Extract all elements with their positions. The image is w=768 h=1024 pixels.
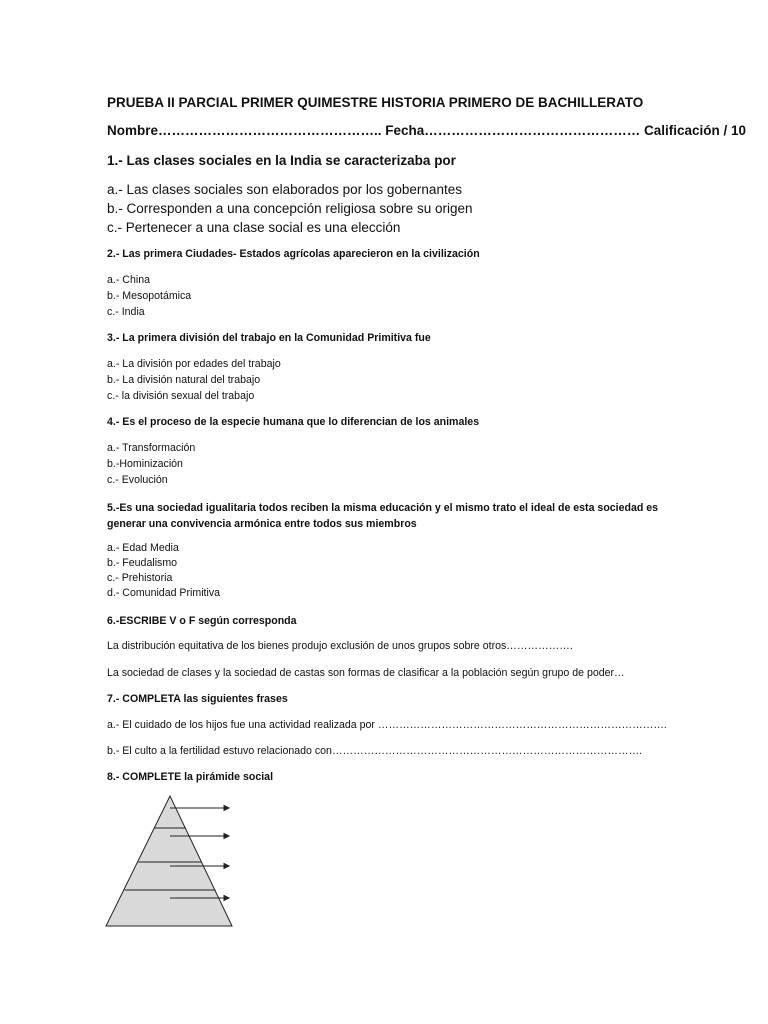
pyramid-arrow-4-head xyxy=(224,896,229,901)
q3-option-a: a.- La división por edades del trabajo xyxy=(107,358,281,370)
pyramid-shape xyxy=(106,796,232,926)
q3-option-b: b.- La división natural del trabajo xyxy=(107,374,261,386)
q1-option-a: a.- Las clases sociales son elaborados por los gobernantes xyxy=(107,182,462,197)
q1-option-b: b.- Corresponden a una concepción religiosa sobre su origen xyxy=(107,201,473,216)
question-8: 8.- COMPLETE la pirámide social xyxy=(107,771,274,783)
pyramid-arrow-3-head xyxy=(224,864,229,869)
q5-option-a: a.- Edad Media xyxy=(107,542,179,554)
q4-option-c: c.- Evolución xyxy=(107,474,168,486)
q5-option-c: c.- Prehistoria xyxy=(107,572,173,584)
q7-sentence-b: b.- El culto a la fertilidad estuvo relacionado con……………………………………………………………………………. xyxy=(107,745,643,757)
q5-option-d: d.- Comunidad Primitiva xyxy=(107,587,221,599)
question-4: 4.- Es el proceso de la especie humana que lo diferencian de los animales xyxy=(107,416,480,428)
q1-option-c: c.- Pertenecer a una clase social es una elección xyxy=(107,220,401,235)
q2-option-a: a.- China xyxy=(107,274,150,286)
exam-title: PRUEBA II PARCIAL PRIMER QUIMESTRE HISTORIA PRIMERO DE BACHILLERATO xyxy=(107,95,644,110)
question-6: 6.-ESCRIBE V o F según corresponda xyxy=(107,615,297,627)
q6-statement-2: La sociedad de clases y la sociedad de castas son formas de clasificar a la población según grupo de poder… xyxy=(107,667,625,679)
pyramid-arrow-2-head xyxy=(224,834,229,839)
q2-option-b: b.- Mesopotámica xyxy=(107,290,192,302)
question-5: 5.-Es una sociedad igualitaria todos reciben la misma educación y el mismo trato el ideal de esta sociedad es generar una convivencia armónica entre todos sus miembros xyxy=(107,502,659,530)
student-info-line: Nombre………………………………………….. Fecha………………………………………… Calificación / 10 xyxy=(107,123,747,138)
q4-option-a: a.- Transformación xyxy=(107,442,196,454)
question-1: 1.- Las clases sociales en la India se caracterizaba por xyxy=(107,153,456,168)
q2-option-c: c.- India xyxy=(107,306,145,318)
q3-option-c: c.- la división sexual del trabajo xyxy=(107,390,255,402)
q5-option-b: b.- Feudalismo xyxy=(107,557,178,569)
q6-statement-1: La distribución equitativa de los bienes produjo exclusión de unos grupos sobre otros………………. xyxy=(107,640,573,652)
pyramid-arrow-1-head xyxy=(224,806,229,811)
question-2: 2.- Las primera Ciudades- Estados agrícolas aparecieron en la civilización xyxy=(107,248,480,260)
q7-sentence-a: a.- El cuidado de los hijos fue una actividad realizada por ………………………………………………………………………. xyxy=(107,719,667,731)
social-pyramid-diagram xyxy=(100,790,240,930)
q4-option-b: b.-Hominización xyxy=(107,458,183,470)
question-7: 7.- COMPLETA las siguientes frases xyxy=(107,693,288,705)
question-3: 3.- La primera división del trabajo en la Comunidad Primitiva fue xyxy=(107,332,431,344)
